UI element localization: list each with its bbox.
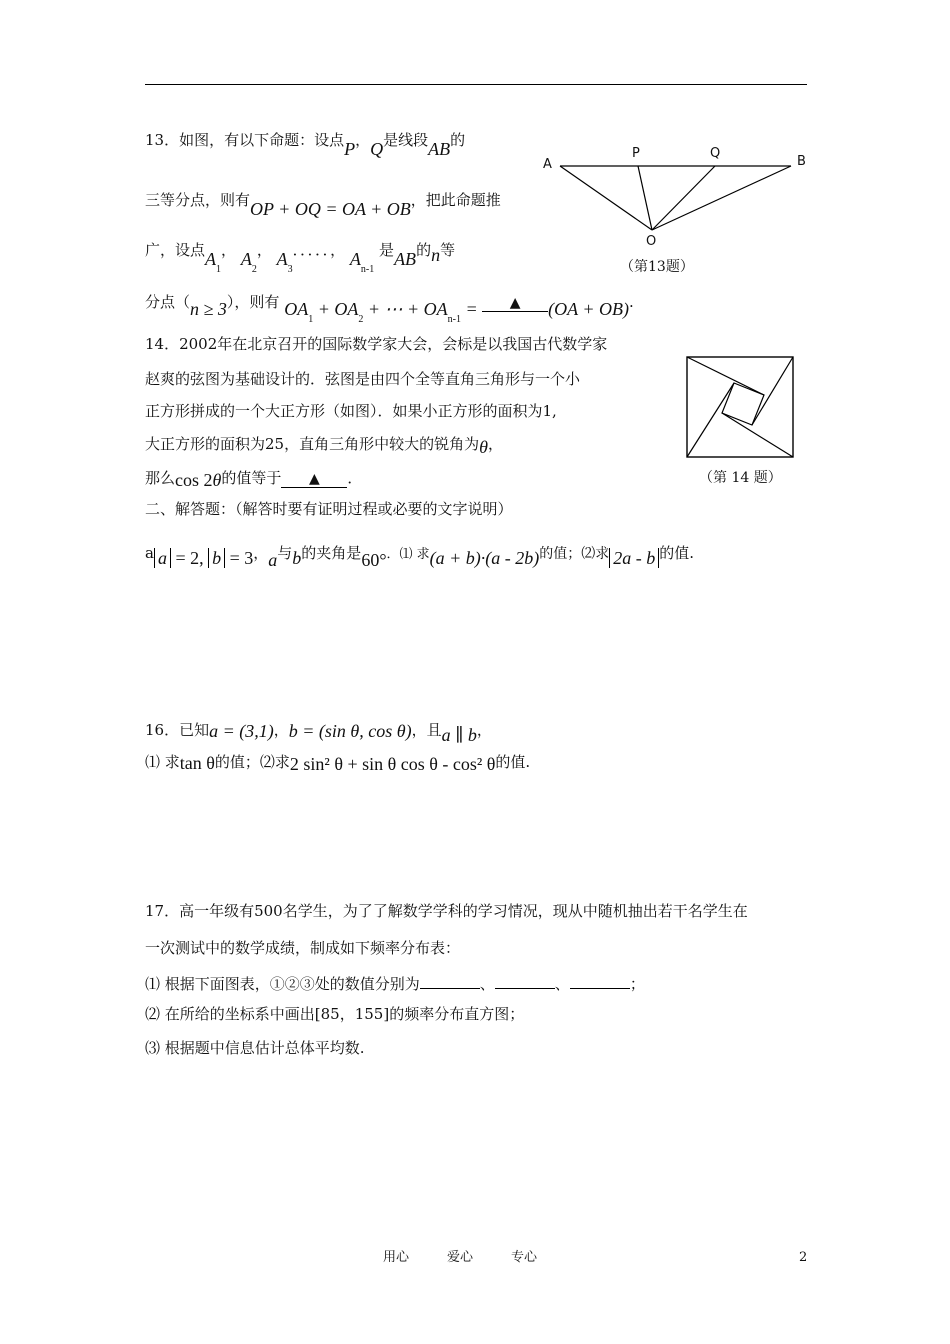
blank-2[interactable] (495, 974, 555, 989)
pinwheel-square-diagram (686, 356, 796, 460)
segment-bo (652, 166, 791, 230)
q14-line5: 那么cos 2θ的值等于 ▲ ． (145, 469, 363, 490)
header-rule (145, 84, 807, 85)
label-p: P (632, 146, 640, 161)
q14-line4: 大正方形的面积为25，直角三角形中较大的锐角为θ， (145, 435, 503, 457)
segment-qo (652, 166, 715, 230)
outer-square (687, 357, 793, 457)
diag-line-2 (752, 357, 793, 425)
segment-po (638, 166, 652, 230)
inner-square (722, 383, 764, 425)
q16-line1: 16．已知a = (3,1)，b = (sin θ, cos θ)，且a ∥ b， (145, 721, 492, 745)
q17-line5: ⑶ 根据题中信息估计总体平均数. (145, 1039, 365, 1057)
q17-line4: ⑵ 在所给的坐标系中画出[85，155]的频率分布直方图； (145, 1005, 525, 1023)
figure-14-caption: （第 14 题） (699, 470, 782, 486)
q14-line2: 赵爽的弦图为基础设计的．弦图是由四个全等直角三角形与一个小 (145, 370, 581, 388)
q13-line2: 三等分点，则有OP + OQ = OA + OB，把此命题推 (145, 191, 501, 219)
q17-line1: 17．高一年级有500名学生，为了了解数学学科的学习情况，现从中随机抽出若干名学生在 (145, 902, 748, 920)
q17-line3: ⑴ 根据下面图表，①②③处的数值分别为 、 、 ； (145, 975, 645, 993)
label-q: Q (710, 146, 721, 161)
q13-answer-blank[interactable]: ▲ (482, 295, 548, 312)
figure-13 (535, 140, 815, 280)
question-15: a a = 2, b = 3，a与b的夹角是60°．⑴ 求(a + b)·(a - 2b)的值；⑵求 2a - b 的值. (145, 544, 695, 570)
segment-ao (560, 166, 652, 230)
diag-line-3 (722, 413, 793, 457)
diag-line-4 (687, 383, 734, 457)
figure-14 (686, 356, 796, 491)
section-2-heading: 二、解答题：（解答时要有证明过程或必要的文字说明） (145, 500, 513, 518)
q13-line4: 分点（n ≥ 3），则有 $OA_1 + OA_2$ + ⋯ + $OA_{n-1}$ = ▲ (OA + OB). (145, 293, 634, 325)
q17-line2: 一次测试中的数学成绩，制成如下频率分布表： (145, 939, 461, 957)
page-number: 2 (799, 1250, 808, 1265)
label-a: A (543, 157, 552, 172)
q14-answer-blank[interactable]: ▲ (281, 471, 347, 488)
q14-line3: 正方形拼成的一个大正方形（如图）．如果小正方形的面积为1, (145, 402, 557, 420)
footer-motto: 用心 爱心 专心 (383, 1250, 538, 1265)
q14-line1: 14．2002年在北京召开的国际数学家大会，会标是以我国古代数学家 (145, 335, 608, 353)
blank-1[interactable] (420, 974, 480, 989)
diag-line-1 (687, 357, 764, 395)
figure-13-caption: （第13题） (620, 259, 694, 275)
q13-line1: 13．如图，有以下命题：设点P，Q是线段AB的 (145, 131, 466, 159)
q13-line3: 广，设点$A_1$， $A_2$， $A_3$．．．．．， $A_{n-1}$ 是AB的n等 (145, 241, 456, 275)
q16-line2: ⑴ 求tan θ的值；⑵求2 sin² θ + sin θ cos θ - cos² θ的值. (145, 753, 531, 774)
blank-3[interactable] (570, 974, 630, 989)
triangle-diagram (535, 140, 815, 240)
label-o: O (646, 234, 657, 249)
label-b: B (797, 154, 806, 169)
